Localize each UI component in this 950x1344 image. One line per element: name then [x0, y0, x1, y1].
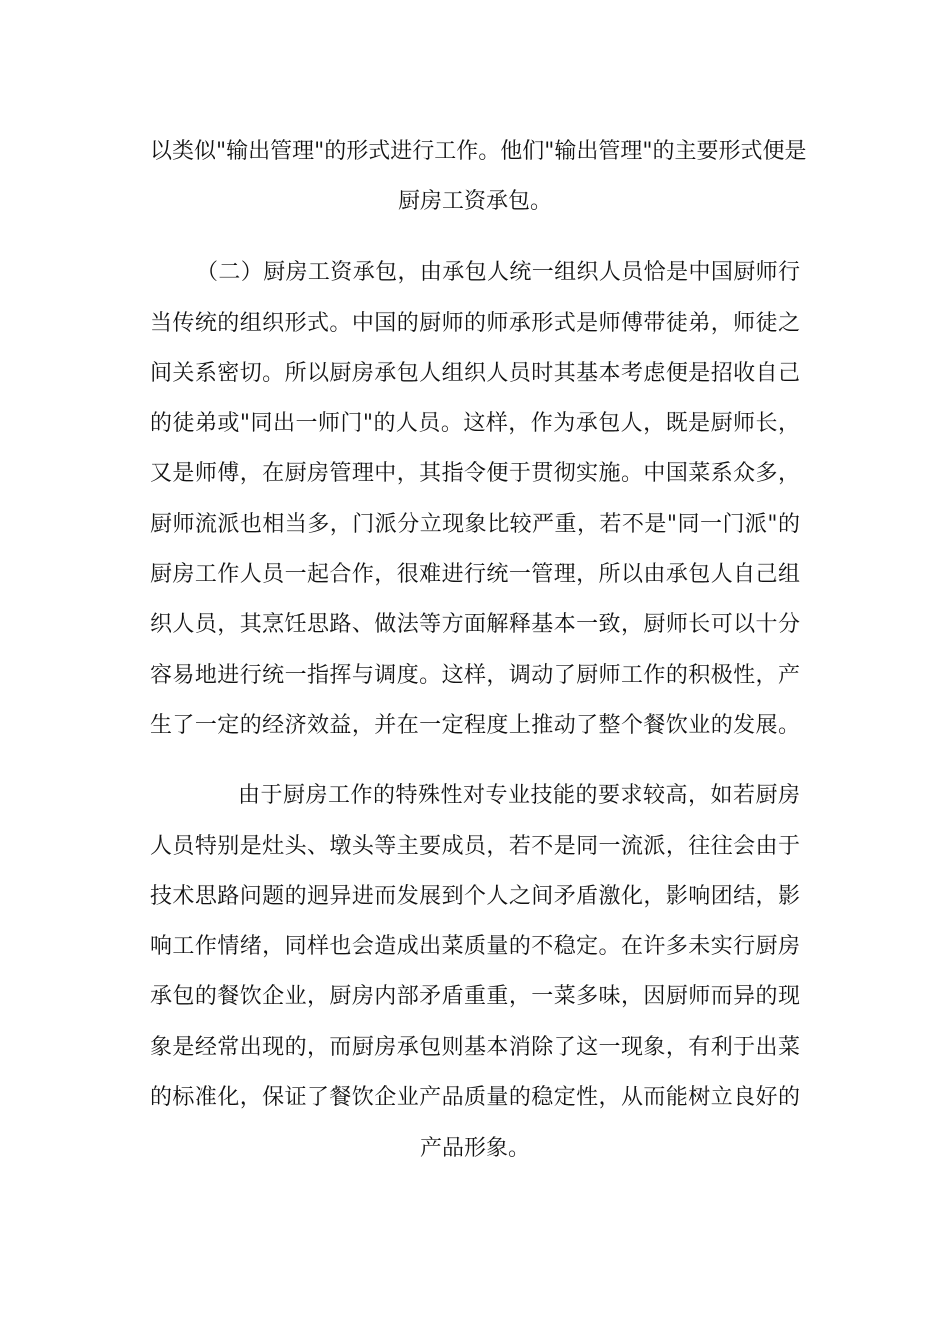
text-line: 织人员，其烹饪思路、做法等方面解释基本一致，厨师长可以十分 [150, 612, 800, 637]
text-line: 承包的餐饮企业，厨房内部矛盾重重，一菜多味，因厨师而异的现 [150, 984, 800, 1009]
text-line: 产品形象。 [419, 1136, 530, 1161]
text-line: 技术思路问题的迥异进而发展到个人之间矛盾激化，影响团结，影 [150, 884, 800, 909]
text-line: 当传统的组织形式。中国的厨师的师承形式是师傅带徒弟，师徒之 [150, 311, 800, 336]
text-line: 的标准化，保证了餐饮企业产品质量的稳定性，从而能树立良好的 [150, 1085, 800, 1110]
text-line: 厨师流派也相当多，门派分立现象比较严重，若不是"同一门派"的 [150, 512, 800, 537]
text-line: 生了一定的经济效益，并在一定程度上推动了整个餐饮业的发展。 [150, 713, 800, 738]
text-line: 由于厨房工作的特殊性对专业技能的要求较高，如若厨房 [238, 783, 800, 808]
text-line: 又是师傅，在厨房管理中，其指令便于贯彻实施。中国菜系众多， [150, 461, 800, 486]
text-line: 以类似"输出管理"的形式进行工作。他们"输出管理"的主要形式便是 [150, 139, 807, 164]
text-line: 象是经常出现的，而厨房承包则基本消除了这一现象，有利于出菜 [150, 1035, 800, 1060]
text-line: 厨房工资承包。 [397, 189, 552, 214]
text-line: 容易地进行统一指挥与调度。这样，调动了厨师工作的积极性，产 [150, 663, 800, 688]
text-line: 间关系密切。所以厨房承包人组织人员时其基本考虑便是招收自己 [150, 361, 800, 386]
text-line: （二）厨房工资承包，由承包人统一组织人员恰是中国厨师行 [196, 260, 800, 285]
text-line: 厨房工作人员一起合作，很难进行统一管理，所以由承包人自己组 [150, 562, 800, 587]
text-line: 人员特别是灶头、墩头等主要成员，若不是同一流派，往往会由于 [150, 834, 800, 859]
text-line: 响工作情绪，同样也会造成出菜质量的不稳定。在许多未实行厨房 [150, 934, 800, 959]
text-line: 的徒弟或"同出一师门"的人员。这样，作为承包人，既是厨师长， [150, 411, 800, 436]
